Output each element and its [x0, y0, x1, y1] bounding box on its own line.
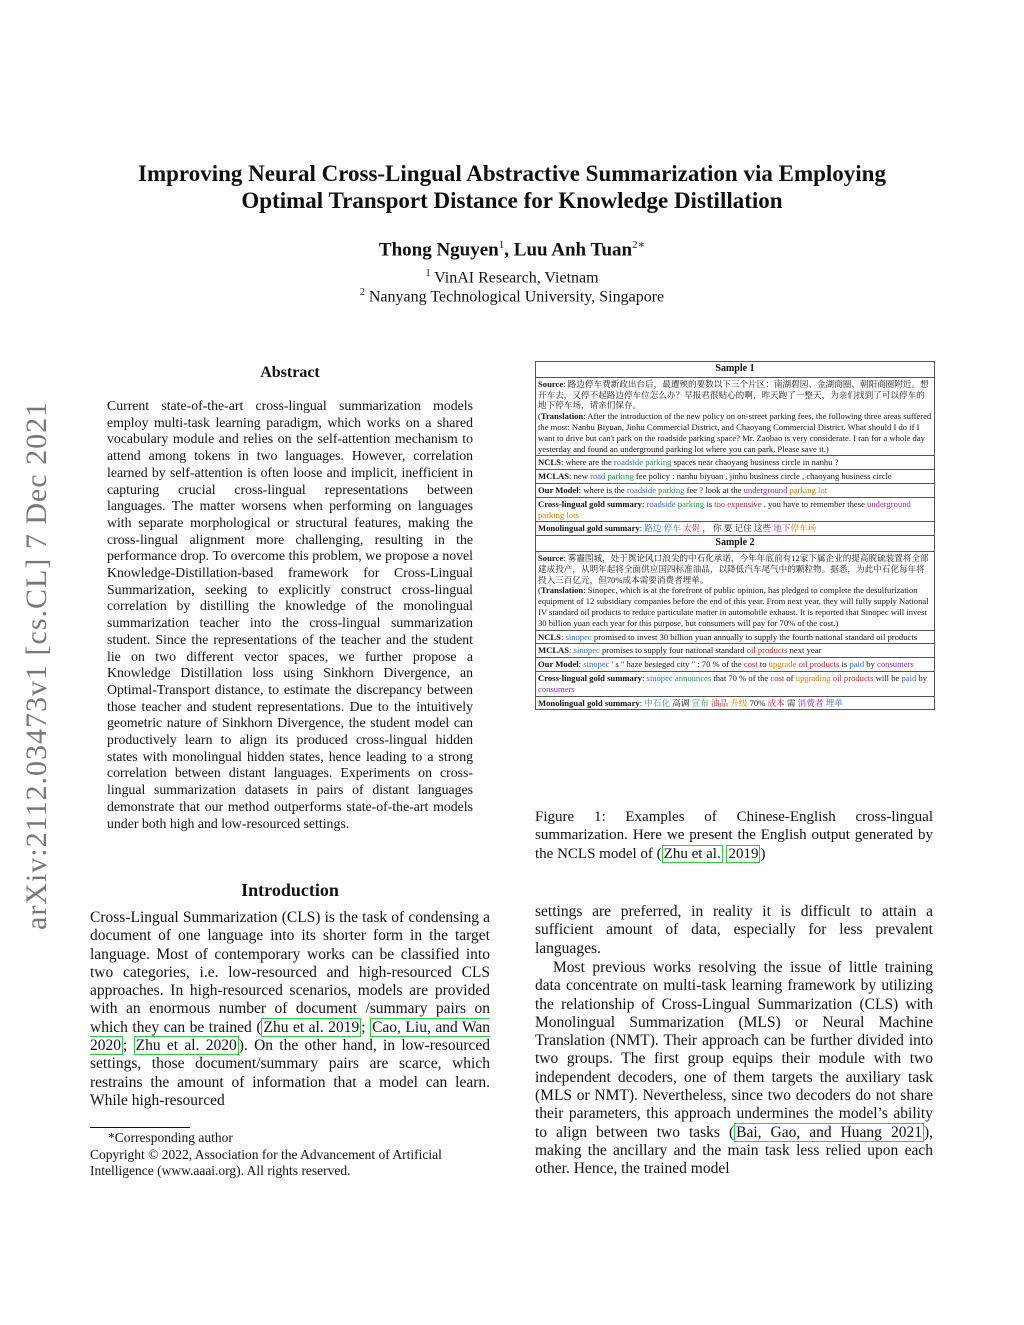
author-sep: , [504, 239, 514, 261]
highlight: consumers [877, 659, 914, 670]
highlight: 成本 [767, 697, 785, 708]
figure-1-table [535, 361, 935, 710]
text: will be [873, 672, 902, 683]
highlight: 太贵 [682, 523, 701, 534]
highlight: parking [607, 471, 634, 482]
abstract-body: Current state-of-the-art cross-lingual summarization models employ multi-task learning paradigm, which works on a shared vocabulary module and relies on the self-attention mechanism to attend among tokens in two languages. However, correlation learned by self-attention is often loose and implicit, inefficient in capturing crucial cross-lingual representations between languages. The matter worsens when performing on languages with separate morphological or structural features, making the cross-lingual alignment more challenging, resulting in the performance drop. To overcome this problem, we propose a novel Knowledge-Distillation-based framework for Cross-Lingual Summarization, seeking to explicitly construct cross-lingual correlation by distilling the knowledge of the monolingual summarization teacher into the cross-lingual summarization student. Since the representations of the teacher and the student lie on two different vector spaces, we further propose a Knowledge Distillation loss using Sinkhorn Divergence, an Optimal-Transport distance, to estimate the discrepancy between those teacher and student representations. Due to the intuitively geometric nature of Sinkhorn Divergence, the student model can productively learn to align its produced cross-lingual hidden states with monolingual hidden states, hence leading to a strong correlation between distant languages. Experiments on cross-lingual summarization datasets in pairs of distant languages demonstrate that our method outperforms state-of-the-art models under both high and low-resourced settings. [107, 398, 473, 831]
highlight: sinopec [646, 672, 673, 683]
highlight: parking [645, 457, 672, 468]
text: ' s " haze besieged city " : 70 % of the [609, 659, 744, 670]
highlight: paid [901, 672, 917, 683]
label: Our Model [538, 484, 579, 495]
text: : [569, 645, 574, 656]
text: fee policy : nanhu biyuan , jinhu business circle , chaoyang business circle [633, 471, 892, 482]
figure-1-caption [535, 808, 933, 863]
sample-2-source: Source: 雾霾围城，处于舆论风口浪尖的中石化承诺，今年年底前有12家下属企业的提高脱硫装置将全部建成投产，从明年起将全面供应国四标准油品，以降低汽车尾气中的颗粒物。据悉，为此中石化每年将投入三百亿元，但70%成本需要消费者埋单。 (Translation: Sinopec, which is at the forefront of public opinion, has pledged to complete the desulfurization equipment of 12 subsidiary companies before the end of this year. From next year, they will fully supply National IV standard oil products to reduce particulate matter in automobile exhaust. It is reported that Sinopec will invest 30 billion yuan each year for this purpose, but consumers will pay for 70% of the cost.) [536, 552, 934, 631]
highlight: 油品 [710, 697, 729, 708]
sample-1-cross-gold [536, 498, 934, 523]
sample-1-mclas [536, 470, 934, 484]
translation-text: : Sinopec, which is at the forefront of public opinion, has pledged to complete the desulfurization equipment of 12 subsidiary companies before the end of this year. From next year, they will fully supply National IV standard oil products to reduce particulate matter in automobile exhaust. It is reported that Sinopec will invest 30 billion yuan each year for this purpose, but consumers will pay for 70% of the cost.) [538, 585, 929, 628]
highlight: cost [770, 672, 785, 683]
highlight: 地下 [773, 523, 791, 534]
highlight: cost [743, 659, 758, 670]
sample-1-heading: Sample 1 [536, 362, 934, 378]
highlight: 停车场 [790, 523, 817, 534]
author-2-sup: 2∗ [632, 239, 646, 251]
highlight: 消费者 [797, 697, 824, 708]
intro-text-b: ). On the other hand, in low-resourced settings, those document/summary pairs are scarce, which restrains the amount of information that a model can learn. While high-resourced [90, 1037, 491, 1109]
citation-link[interactable]: Bai, Gao, and Huang 2021 [736, 1123, 922, 1141]
highlight: 路边 停车 [644, 523, 681, 534]
highlight: oil products [746, 645, 788, 656]
citation-link[interactable]: Cao, Liu, and Wan 2020 [90, 1018, 490, 1055]
highlight: underground [867, 498, 911, 509]
highlight: sinopec [565, 631, 592, 642]
text: : [578, 659, 584, 670]
text: : where is the [578, 484, 627, 495]
footnote-corresponding: *Corresponding author [108, 1130, 233, 1145]
highlight: paid [849, 659, 865, 670]
introduction-paragraph [90, 909, 490, 1110]
citation-link[interactable]: Zhu et al. 2020 [135, 1037, 237, 1055]
text: : [639, 523, 645, 534]
intro-semi-2: ; [123, 1037, 134, 1055]
text: that 70 % of the [711, 672, 771, 683]
text: . you have to remember these [761, 498, 868, 509]
sample-2-ncls [536, 631, 934, 645]
abstract-heading: Abstract [260, 364, 320, 381]
footnote [90, 1130, 490, 1180]
label: Cross-lingual gold summary [538, 498, 642, 509]
title-line-1: Improving Neural Cross-Lingual Abstractive Summarization via Employing [138, 161, 886, 186]
label: Source [538, 378, 564, 389]
highlight: parking lots [538, 509, 579, 520]
highlight: parking [677, 498, 705, 509]
text: : [641, 672, 647, 683]
sample-2-mclas [536, 644, 934, 658]
highlight: roadside [613, 457, 644, 468]
footnote-rule [90, 1127, 190, 1128]
highlight: 升级 [730, 697, 748, 708]
text: is [839, 659, 850, 670]
text: 70% [747, 697, 768, 708]
label: MCLAS [538, 471, 570, 482]
affiliation-2 [90, 287, 934, 306]
text: : [641, 498, 647, 509]
sample-1-ncls [536, 456, 934, 470]
text: by [864, 659, 878, 670]
affiliation-1-text: VinAI Research, Vietnam [434, 269, 599, 287]
label: Translation [540, 411, 584, 422]
highlight: road [590, 471, 606, 482]
text: next year [787, 645, 822, 656]
highlight: consumers [538, 683, 575, 694]
label: Cross-lingual gold summary [538, 672, 642, 683]
source-text: : 路边停车费新政出台后，最遭殃的要数以下三个片区：南湖碧园、金湖商圈、朝阳商圈附近。想开车去，又停不起路边停车位怎么办？早报君很贴心的啊，昨天跑了一整天，为亲们找到了可以停车的地下停车场，请亲们保存。 [538, 378, 929, 411]
citation-link[interactable]: Zhu et al. [663, 845, 721, 862]
sample-1-mono-gold [536, 522, 934, 536]
footnote-copyright: Copyright © 2022, Association for the Advancement of Artificial Intelligence (www.aaai.org). All rights reserved. [90, 1146, 442, 1178]
text: fee ? look at the [684, 484, 744, 495]
title-line-2: Optimal Transport Distance for Knowledge Distillation [241, 188, 783, 213]
sample-1-source: Source: 路边停车费新政出台后，最遭殃的要数以下三个片区：南湖碧园、金湖商圈、朝阳商圈附近。想开车去，又停不起路边停车位怎么办？早报君很贴心的啊，昨天跑了一整天，为亲们找到了可以停车的地下停车场，请亲们保存。 (Translation: After the introduction of the new policy on on-street parking fees, the following three areas suffered the most: Nanhu Biyuan, Jinhu Commercial District, and Chaoyang Commercial District. What should I do if I want to drive but can't park on the roadside parking space? Mr. Zaobao is very considerate. I ran for a whole day yesterday and found an underground parking lot where you can park. Please save it.) [536, 378, 934, 457]
sample-2-cross-gold [536, 672, 934, 697]
highlight: oil products [798, 659, 840, 670]
highlight: 宣布 [691, 697, 709, 708]
p2-text-b: ), making the ancillary and the main task less relied upon each other. Hence, the trained model [535, 1123, 933, 1178]
highlight: sinopec [583, 659, 610, 670]
caption-close: ) [760, 845, 766, 862]
highlight: roadside [646, 498, 676, 509]
sample-2-our-model [536, 658, 934, 672]
highlight: upgrade [768, 659, 797, 670]
arxiv-stamp: arXiv:2112.03473v1 [cs.CL] 7 Dec 2021 [20, 400, 53, 930]
authors [90, 238, 934, 261]
highlight: oil products [832, 672, 874, 683]
highlight: upgrading [795, 672, 831, 683]
p2-text-a: Most previous works resolving the issue of little training data concentrate on multi-task learning framework by utilizing the relationship of Cross-Lingual Summarization (CLS) with Monolingual Summarization (MLS) or Neural Machine Translation (NMT). Their approach can be further divided into two groups. The first group equips their module with two independent decoders, one of them targets the auxiliary task (MLS or NMT). Nevertheless, since two decoders do not share their parameters, this approach undermines the model’s ability to align between two tasks ( [535, 959, 933, 1141]
author-1-sup: 1 [498, 239, 505, 251]
intro-text-a: Cross-Lingual Summarization (CLS) is the task of condensing a document of one language into its shorter form in the target language. Most of contemporary works can be classified into two categories, i.e. low-resourced and high-resourced CLS approaches. In high-resourced scenarios, models are provided with an enormous number of document /summary pairs on which they can be trained ( [90, 909, 490, 1036]
sample-1-our-model [536, 484, 934, 498]
highlight: 埋单 [825, 697, 843, 708]
text: of [784, 672, 796, 683]
citation-link[interactable]: Zhu et al. 2019 [263, 1018, 360, 1036]
sample-2-heading: Sample 2 [536, 536, 934, 552]
paper-title [90, 160, 934, 214]
citation-link[interactable]: 2019 [728, 845, 759, 862]
author-2: Luu Anh Tuan [513, 239, 633, 261]
intro-semi-1: ; [361, 1018, 371, 1036]
right-paragraph-1: settings are preferred, in reality it is difficult to attain a sufficient amount of data, especially for less prevalent languages. [535, 903, 933, 957]
text: 需 [784, 697, 798, 708]
highlight: 中石化 [644, 697, 671, 708]
label: Our Model [538, 659, 579, 670]
highlight: announces [674, 672, 712, 683]
text: to [757, 659, 769, 670]
text: : where are the [560, 457, 614, 468]
label: MCLAS [538, 645, 570, 656]
label: Source [538, 552, 564, 563]
text: 高调 [670, 697, 692, 708]
source-text: : 雾霾围城，处于舆论风口浪尖的中石化承诺，今年年底前有12家下属企业的提高脱硫装置将全部建成投产，从明年起将全面供应国四标准油品，以降低汽车尾气中的颗粒物。据悉，为此中石化每年将投入三百亿元，但70%成本需要消费者埋单。 [538, 552, 929, 585]
text: by [916, 672, 928, 683]
text: : [560, 631, 566, 642]
text: promises to supply four national standard [599, 645, 747, 656]
right-paragraph-2 [535, 959, 933, 1179]
label: Translation [540, 585, 584, 596]
highlight: too expensive [714, 498, 762, 509]
text: ， 你 要 记住 这些 [700, 523, 774, 534]
affiliation-1-num: 1 [425, 268, 431, 279]
text: : new [569, 471, 591, 482]
highlight: roadside [626, 484, 657, 495]
author-1: Thong Nguyen [378, 239, 499, 261]
affiliation-2-num: 2 [359, 287, 365, 298]
label: NCLS [538, 457, 561, 468]
affiliation-1 [90, 268, 934, 287]
translation-text: : After the introduction of the new policy on on-street parking fees, the following three areas suffered the most: Nanhu Biyuan, Jinhu Commercial District, and Chaoyang Commercial District. What should I do if I want to drive but can't park on the roadside parking space? Mr. Zaobao is very considerate. I ran for a whole day yesterday and found an underground parking lot where you can park. Please save it.) [538, 411, 932, 454]
text: promised to invest 30 billion yuan annually to supply the fourth national standard oil products [591, 631, 918, 642]
highlight: parking [658, 484, 685, 495]
text: : [639, 697, 645, 708]
label: NCLS [538, 631, 561, 642]
sample-2-mono-gold [536, 697, 934, 710]
highlight: sinopec [573, 645, 600, 656]
text: is [704, 498, 715, 509]
text: spaces near chaoyang business circle in nanhu ? [671, 457, 839, 468]
highlight: parking lot [789, 484, 828, 495]
highlight: underground [743, 484, 788, 495]
label: Monolingual gold summary [538, 523, 640, 534]
affiliation-2-text: Nanyang Technological University, Singapore [368, 288, 665, 306]
introduction-heading: Introduction [241, 880, 339, 900]
caption-text: Figure 1: Examples of Chinese-English cross-lingual summarization. Here we present the English output generated by the NCLS model of ( [535, 809, 933, 862]
label: Monolingual gold summary [538, 697, 640, 708]
